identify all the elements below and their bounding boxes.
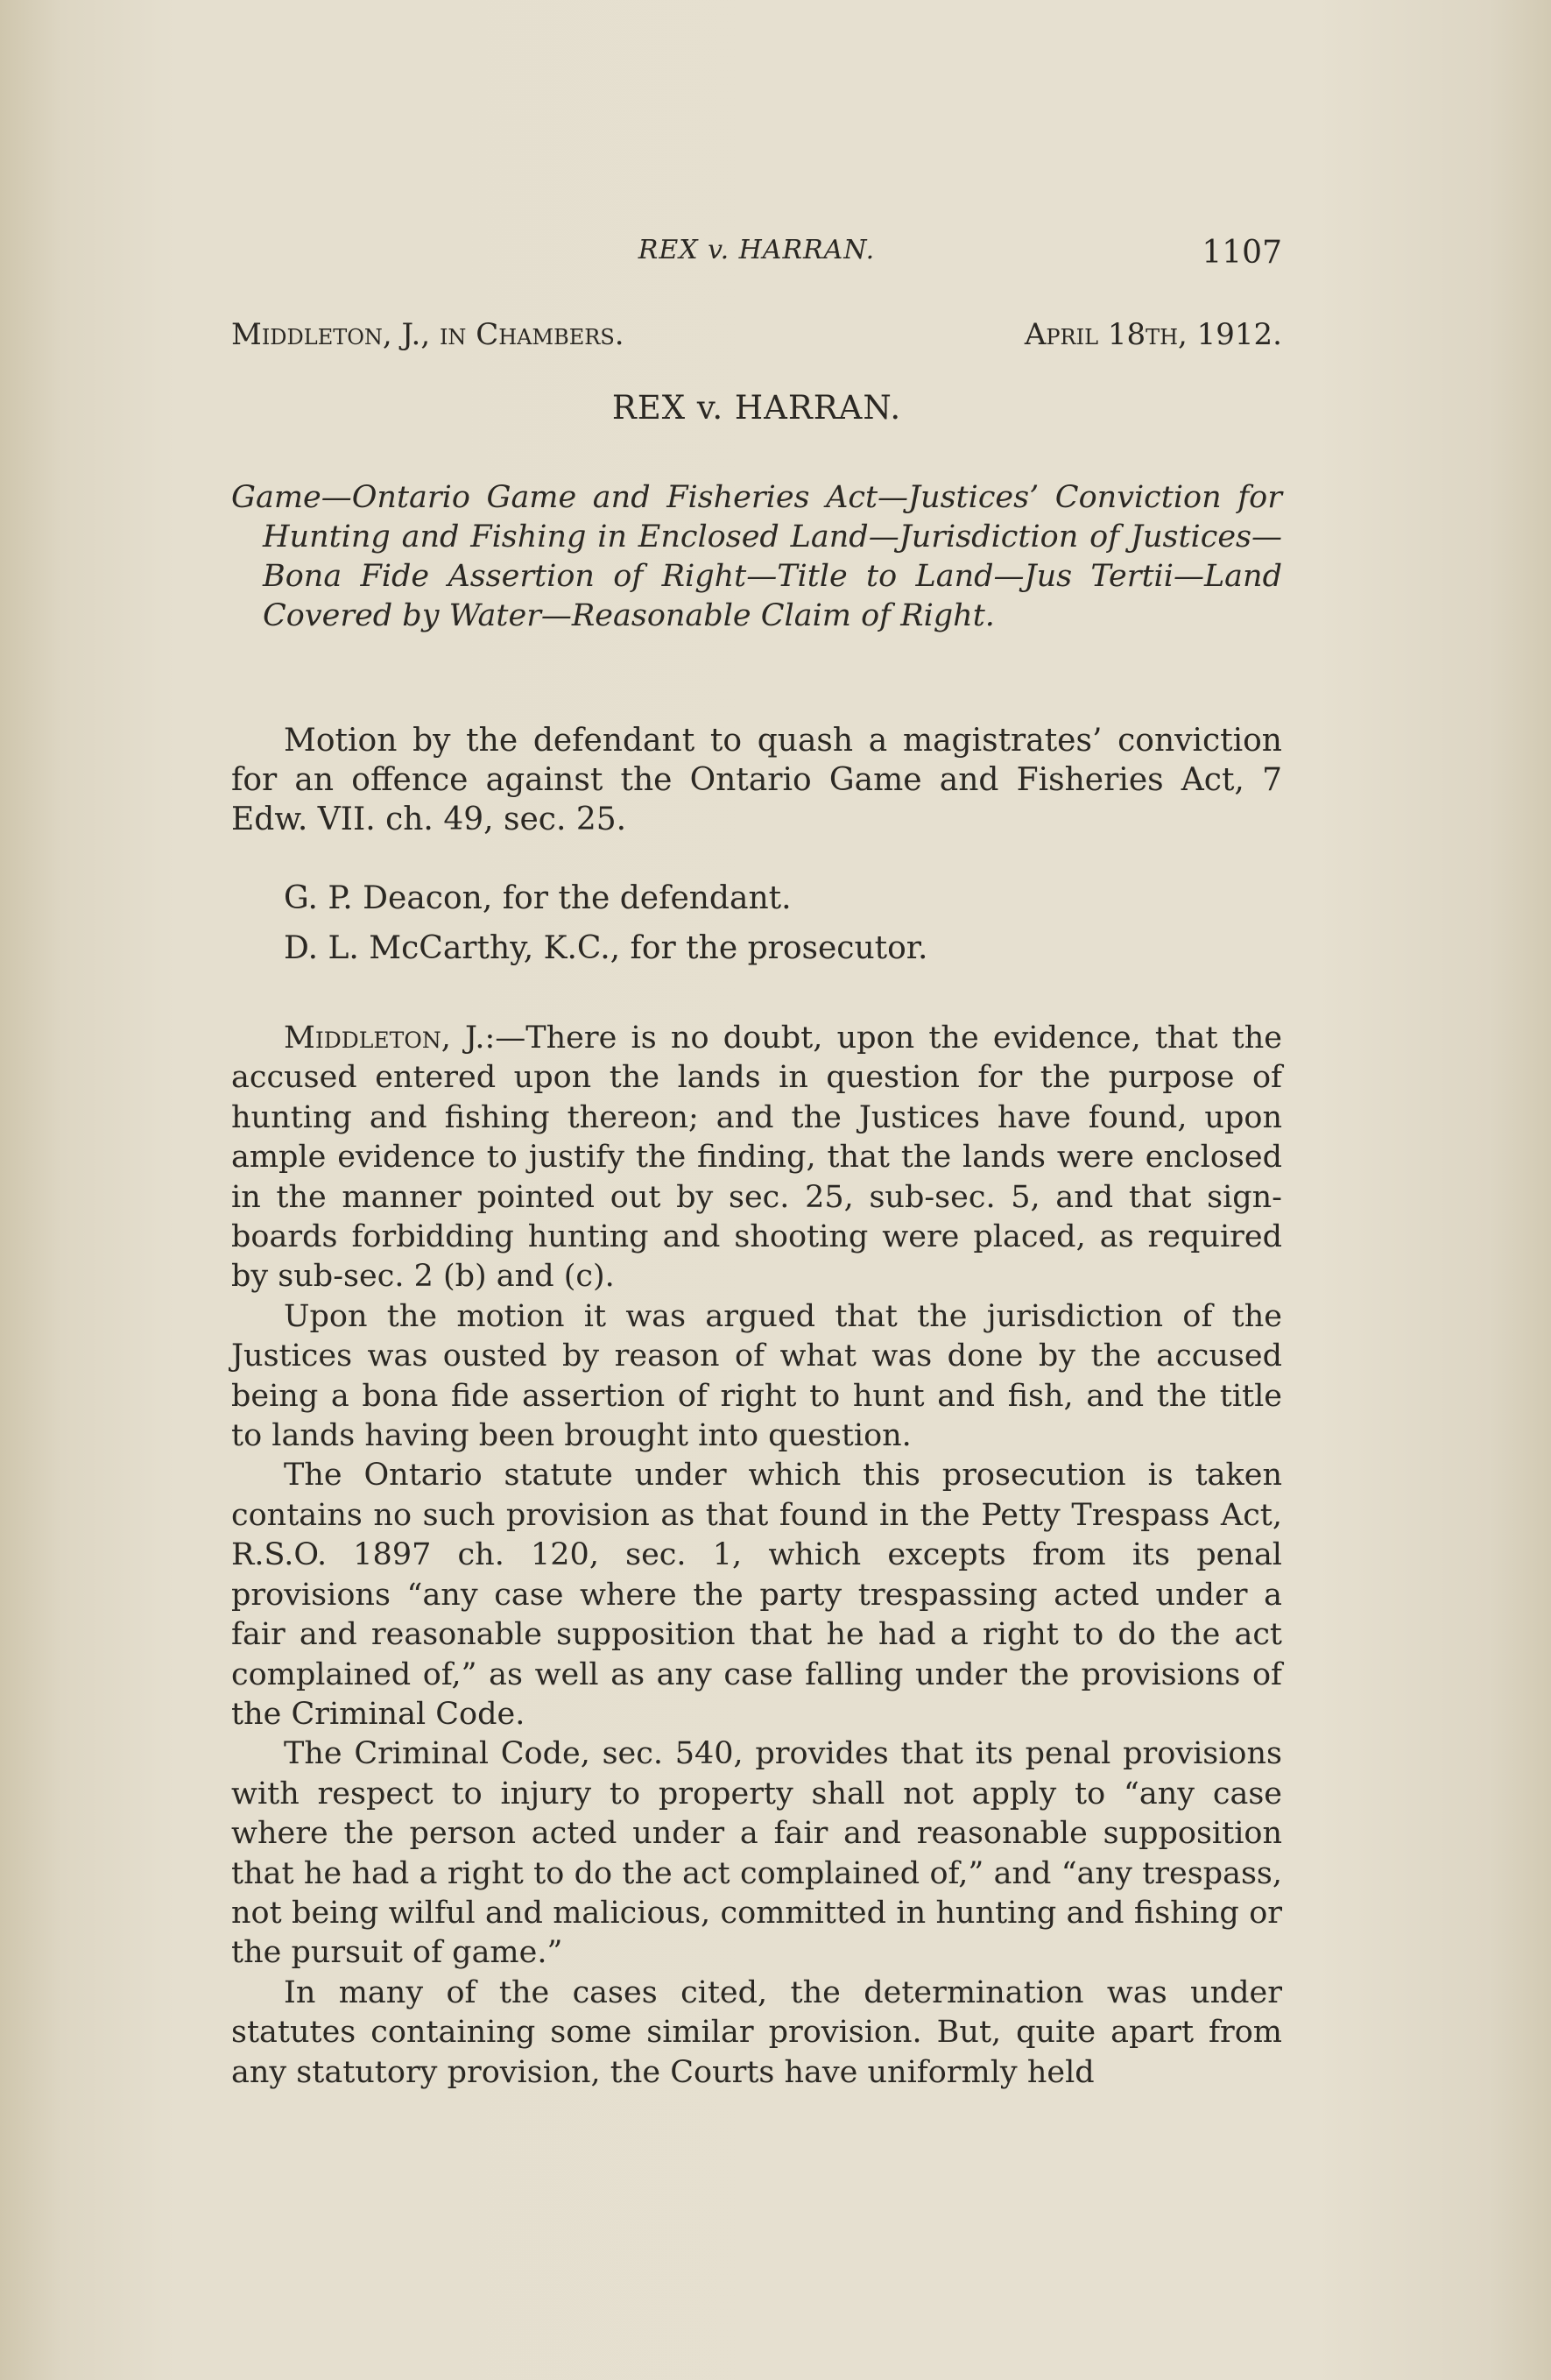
court-line xyxy=(231,317,1282,357)
judgment-paragraph-5: In many of the cases cited, the determination was under statutes containing some similar provision. But, quite apart from any statutory provision, the Courts have uniformly held xyxy=(231,1974,1282,2090)
decision-date: April 18th, 1912. xyxy=(1024,317,1282,352)
judgment-paragraph-4: The Criminal Code, sec. 540, provides that its penal provisions with respect to injury to property shall not apply to “any case where the person acted under a fair and reasonable supposition that he had a right to do the act complained of,” and “any trespass, not being wilful and malicious, committed in hunting and fishing or the pursuit of game.” xyxy=(231,1736,1282,1971)
judgment-paragraph-3: The Ontario statute under which this prosecution is taken contains no such provision as that found in the Petty Trespass Act, R.S.O. 1897 ch. 120, sec. 1, which excepts from its penal provisions “any case where the party trespassing acted under a fair and reasonable supposition that he had a right to do the act complained of,” as well as any case falling under the provisions of the Criminal Code. xyxy=(231,1458,1282,1732)
judge-chambers: Middleton, J., in Chambers. xyxy=(231,317,624,352)
counsel-defendant: G. P. Deacon, for the defendant. xyxy=(284,880,792,916)
running-title: REX v. HARRAN. xyxy=(638,235,876,265)
page-number: 1107 xyxy=(1202,235,1282,271)
headnote: Game—Ontario Game and Fisheries Act—Justices’ Conviction for Hunting and Fishing in Enclosed Land—Jurisdiction of Justices—Bona Fide Assertion of Right—Title to Land—Jus Tertii—Land Covered by Water—Reasonable Claim of Right. xyxy=(231,480,1282,633)
motion-paragraph: Motion by the defendant to quash a magistrates’ conviction for an offence against the Ontario Game and Fisheries Act, 7 Edw. VII. ch. 49, sec. 25. xyxy=(231,723,1282,837)
judgment-text xyxy=(231,1019,1282,2093)
judgment-paragraph-2: Upon the motion it was argued that the jurisdiction of the Justices was ousted by reason of what was done by the accused being a bona fide assertion of right to hunt and fish, and the title to lands having been brought into question. xyxy=(231,1298,1282,1454)
running-header xyxy=(231,235,1282,275)
judgment-paragraph-1 xyxy=(231,1019,1282,1297)
judge-name: Middleton, J.: xyxy=(284,1021,496,1056)
counsel-prosecutor: D. L. McCarthy, K.C., for the prosecutor. xyxy=(284,930,928,966)
case-title: REX v. HARRAN. xyxy=(611,389,902,427)
paragraph-1-text: —There is no doubt, upon the evidence, that the accused entered upon the lands in question for the purpose of hunting and fishing thereon; and the Justices have found, upon ample evidence to justify the finding, that the lands were enclosed in the manner pointed out by sec. 25, sub-sec. 5, and that sign-boards forbidding hunting and shooting were placed, as required by sub-sec. 2 (b) and (c). xyxy=(231,1021,1282,1295)
